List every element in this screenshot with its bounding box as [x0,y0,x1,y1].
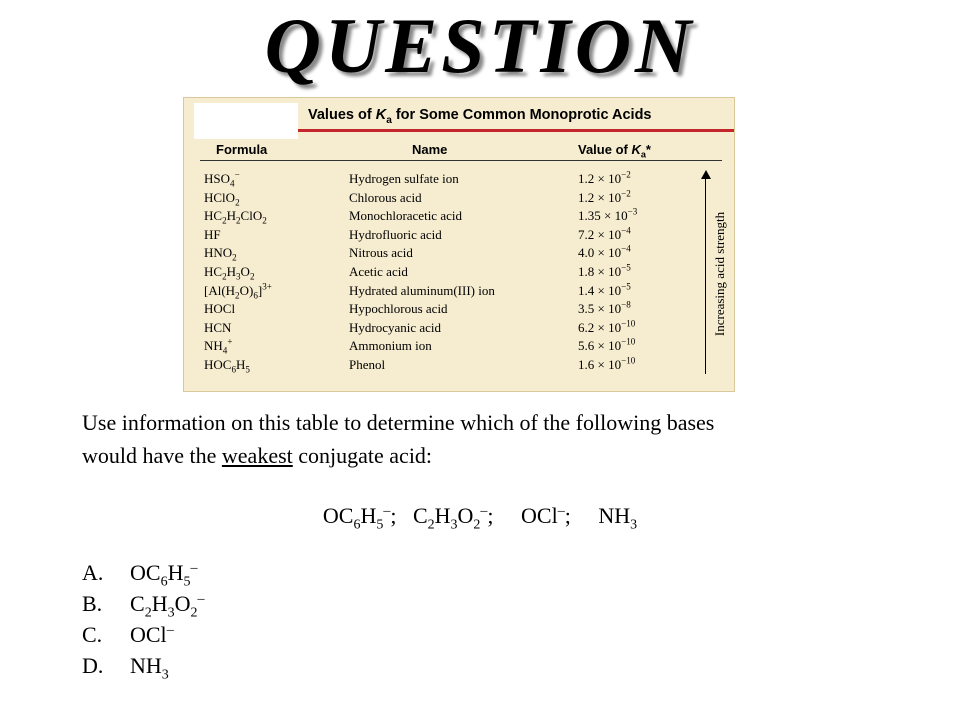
option-text: OCl– [130,622,174,647]
acid-name: Monochloracetic acid [349,208,462,224]
table-title-rule [298,129,734,132]
ka-value: $4.0 \times 10^{-4}$ [578,244,631,261]
table-row [184,207,734,226]
answer-options [82,557,204,681]
acid-strength-arrow [705,178,706,374]
acid-strength-label: Increasing acid strength [712,211,727,337]
acid-formula: HF [204,226,221,242]
slide-title: QUESTION [264,2,696,89]
option-letter: D. [82,653,104,678]
acid-formula: HClO$_2$ [204,189,240,208]
table-row [184,356,734,375]
ka-value: $7.2 \times 10^{-4}$ [578,225,631,242]
ka-value: $1.2 \times 10^{-2}$ [578,169,631,186]
option-text: $C_2H_3O_2^-$ [130,591,205,621]
ka-value: $5.6 \times 10^{-10}$ [578,337,636,354]
question-prompt [82,406,882,472]
acid-name: Acetic acid [349,263,408,279]
ka-table [183,97,735,392]
acid-formula: $HOC_6H_5$ [204,356,250,375]
ka-value: $1.2 \times 10^{-2}$ [578,188,631,205]
ka-value: $1.8 \times 10^{-5}$ [578,262,631,279]
table-body [184,170,734,375]
table-row [184,226,734,245]
acid-name: Hydrogen sulfate ion [349,171,459,186]
table-row [184,337,734,356]
option-letter: A. [82,560,104,585]
prompt-line-2: would have the weakest conjugate acid: [82,443,433,468]
bases-list: $OC_6H_5^-$; $C_2H_3O_2^-$; OCl–; $NH_3$ [322,503,638,533]
table-row [184,244,734,263]
table-corner-block [194,103,298,139]
acid-name: Hydrocyanic acid [349,319,442,335]
option-letter: B. [82,591,103,616]
emphasis-weakest: weakest [221,443,293,468]
answer-option[interactable] [82,588,204,619]
column-header-name: Name [412,142,448,157]
ka-value: $1.35 \times 10^{-3}$ [578,206,638,224]
acid-formula: $NH_4^+$ [204,337,233,356]
acid-formula: $HNO_2$ [204,245,237,263]
table-title: Values of $K_a$ for Some Common Monoprotic Acids [308,107,652,126]
arrow-up-icon [701,170,711,179]
acid-formula: HCN [204,319,232,335]
header-divider [200,160,722,161]
answer-option[interactable] [82,557,204,588]
answer-option[interactable] [82,650,204,681]
acid-name: Nitrous acid [349,245,413,261]
table-row [184,282,734,301]
ka-value: $1.6 \times 10^{-10}$ [578,355,636,372]
acid-name: Ammonium ion [349,338,432,354]
option-letter: C. [82,622,103,647]
table-row [184,189,734,208]
acid-name: Hydrofluoric acid [349,226,442,242]
table-row [184,300,734,319]
table-row [184,170,734,189]
acid-formula: $HC_2H_2ClO_2$ [204,208,267,226]
answer-option[interactable] [82,619,204,650]
option-text: $OC_6H_5^-$ [130,560,198,590]
acid-formula: $HC_2H_3O_2$ [204,263,255,282]
ka-value: $1.4 \times 10^{-5}$ [578,281,631,298]
acid-formula: $[Al(H_2O)_6]^{3+}$ [204,281,272,301]
acid-formula: $HSO_4^-$ [204,169,240,189]
table-row [184,319,734,338]
acid-name: Phenol [349,356,386,372]
acid-name: Hydrated aluminum(III) ion [349,282,495,298]
acid-name: Hypochlorous acid [349,301,448,317]
acid-formula: HOCl [204,301,236,317]
column-header-formula: Formula [216,142,268,157]
acid-name: Chlorous acid [349,189,422,205]
ka-value: $3.5 \times 10^{-8}$ [578,299,631,317]
column-header-value: Value of $K_a*$ [578,142,651,160]
prompt-line-1: Use information on this table to determine which of the following bases [82,410,715,435]
ka-value: $6.2 \times 10^{-10}$ [578,318,636,335]
table-row [184,263,734,282]
option-text: $NH_3$ [130,653,169,683]
